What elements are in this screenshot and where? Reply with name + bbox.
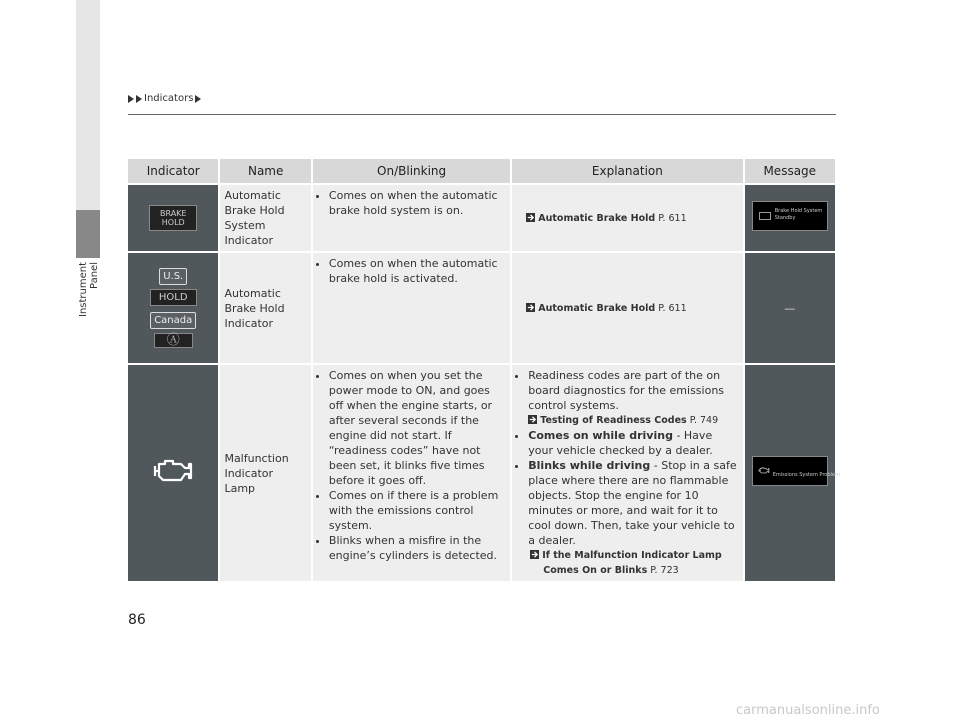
sidebar-tab-active	[76, 210, 100, 258]
reference-page: P. 723	[650, 565, 679, 576]
explanation-cell	[512, 365, 742, 581]
reference-page: P. 611	[658, 302, 687, 314]
reference-page: P. 749	[689, 415, 719, 426]
icon-text: BRAKE	[159, 209, 187, 218]
col-header-message: Message	[745, 159, 835, 183]
reference-title: Comes On or Blinks	[543, 565, 648, 576]
col-header-explanation: Explanation	[512, 159, 742, 183]
chevron-right-icon	[136, 95, 142, 103]
reference-title: Automatic Brake Hold	[538, 212, 656, 224]
on-cell	[313, 365, 510, 581]
col-header-on-blinking: On/Blinking	[313, 159, 510, 183]
list-item: • Readiness codes are part of the on board diagnostics for the emissions control systems. Testing of Readiness Codes P. 749	[528, 368, 738, 428]
message-screen	[752, 456, 840, 486]
table-row	[128, 365, 835, 581]
breadcrumb-label: Indicators	[144, 93, 194, 104]
chevron-right-icon	[195, 95, 201, 103]
chevron-right-icon	[128, 95, 134, 103]
list-item: • Blinks while driving - Stop in a safe place where there are no flammable objects. Stop the engine for 10 minutes or more, and wait for it to cool down. Then, take your vehicle to a dealer. If the Malfunction Indicator Lamp Comes On or Blinks P. 723	[528, 458, 738, 578]
list-item: • Comes on while driving - Have your vehicle checked by a dealer.	[528, 428, 738, 458]
table-row	[128, 253, 835, 363]
brake-hold-icon	[759, 212, 771, 220]
col-header-name: Name	[220, 159, 310, 183]
reference-title: Automatic Brake Hold	[538, 302, 656, 314]
page-reference[interactable]	[528, 413, 738, 428]
sidebar-section-label: Instrument Panel	[78, 262, 100, 318]
indicator-cell	[128, 185, 218, 251]
breadcrumb[interactable]	[128, 93, 201, 104]
reference-arrow-icon	[526, 213, 535, 222]
table-row	[128, 185, 835, 251]
list-item: • Comes on when the automatic brake hold is activated.	[329, 256, 506, 286]
list-item: • Comes on if there is a problem with the emissions control system.	[329, 488, 506, 533]
reference-arrow-icon	[526, 303, 535, 312]
sidebar	[76, 0, 100, 722]
name-cell: Automatic Brake Hold System Indicator	[220, 185, 310, 251]
reference-arrow-icon	[530, 550, 539, 559]
list-item: • Comes on when you set the power mode to ON, and goes off when the engine starts, or after several seconds if the engine did not start. If “readiness codes” have not been set, it blinks five times before it goes off.	[329, 368, 506, 488]
explanation-cell	[512, 253, 742, 363]
message-cell	[745, 365, 840, 581]
sidebar-tab-top	[76, 0, 100, 210]
region-tag-us: U.S.	[159, 268, 187, 285]
region-tag-canada: Canada	[150, 312, 196, 329]
page-reference[interactable]	[528, 548, 738, 578]
message-text: Emissions System Problem	[772, 472, 840, 478]
brake-hold-icon	[149, 205, 198, 231]
indicator-cell	[128, 365, 218, 581]
message-cell: —	[745, 253, 835, 363]
reference-title: Testing of Readiness Codes	[540, 415, 687, 426]
name-cell: Automatic Brake Hold Indicator	[220, 253, 310, 363]
icon-text: HOLD	[161, 218, 185, 227]
header-divider	[128, 114, 836, 115]
col-header-indicator: Indicator	[128, 159, 218, 183]
message-text: Brake Hold System Standby	[774, 208, 823, 221]
check-engine-icon	[758, 466, 770, 475]
on-cell	[313, 185, 510, 251]
hold-icon: HOLD	[150, 289, 197, 306]
indicator-table	[126, 157, 840, 583]
list-item: • Blinks when a misfire in the engine’s cylinders is detected.	[329, 533, 506, 563]
on-cell	[313, 253, 510, 363]
page-reference[interactable]	[516, 211, 738, 226]
a-circle-icon: Ⓐ	[154, 333, 193, 348]
page-reference[interactable]	[516, 301, 738, 316]
watermark: carmanualsonline.info	[736, 703, 880, 718]
reference-page: P. 611	[658, 212, 687, 224]
page-number: 86	[128, 612, 146, 628]
message-screen	[752, 201, 828, 231]
name-cell: Malfunction Indicator Lamp	[220, 365, 310, 581]
message-cell	[745, 185, 835, 251]
table-header-row	[128, 159, 835, 183]
list-item: • Comes on when the automatic brake hold system is on.	[329, 188, 506, 218]
reference-arrow-icon	[528, 415, 537, 424]
explanation-cell	[512, 185, 742, 251]
indicator-cell	[128, 253, 218, 363]
reference-title: If the Malfunction Indicator Lamp	[542, 550, 722, 561]
check-engine-icon	[151, 456, 195, 486]
